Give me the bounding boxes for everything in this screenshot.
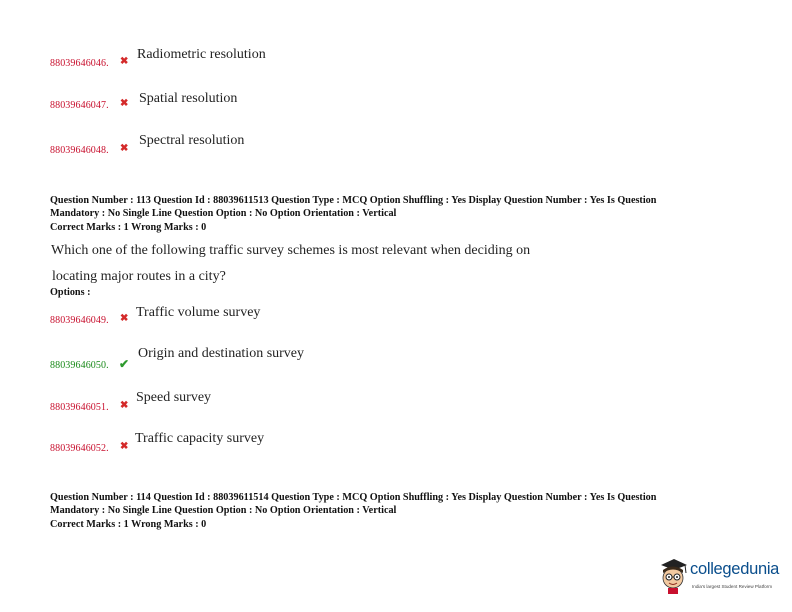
question-text: Which one of the following traffic survey schemes is most relevant when deciding on [51,243,531,258]
option-id: 88039646047. [50,100,109,111]
option-text: Radiometric resolution [137,47,266,62]
option-text: Traffic capacity survey [135,431,265,446]
option-id: 88039646048. [50,145,109,156]
question-meta-line: Question Number : 114 Question Id : 88039611514 Question Type : MCQ Option Shuffling : Yes Display Question Number : Yes Is Question [50,492,657,503]
option-id: 88039646046. [50,58,109,69]
question-text: locating major routes in a city? [52,269,226,284]
wrong-mark-icon: ✖ [120,400,129,411]
option-text: Traffic volume survey [136,305,261,320]
wrong-mark-icon: ✖ [120,98,129,109]
option-id: 88039646050. [50,360,109,371]
wrong-mark-icon: ✖ [120,56,129,67]
wrong-mark-icon: ✖ [120,441,129,452]
question-meta-line: Mandatory : No Single Line Question Option : No Option Orientation : Vertical [50,505,397,517]
option-id: 88039646051. [50,402,109,413]
question-marks: Correct Marks : 1 Wrong Marks : 0 [50,518,207,530]
logo-wordmark: collegedunia [690,560,780,578]
check-mark-icon: ✔ [119,357,130,371]
wrong-mark-icon: ✖ [120,143,129,154]
mascot-icon [656,556,690,596]
options-label: Options : [50,287,91,298]
option-text: Spectral resolution [139,133,245,148]
question-meta-line: Question Number : 113 Question Id : 88039611513 Question Type : MCQ Option Shuffling : Yes Display Question Number : Yes Is Question [50,195,657,206]
option-id: 88039646052. [50,443,109,454]
wrong-mark-icon: ✖ [120,313,129,324]
option-id: 88039646049. [50,315,109,326]
option-text: Spatial resolution [139,91,238,106]
option-text: Origin and destination survey [138,346,305,361]
logo-tagline: India's largest Student Review Platform [692,584,773,589]
question-marks: Correct Marks : 1 Wrong Marks : 0 [50,221,207,233]
question-meta [50,194,750,234]
question-meta [50,491,750,531]
option-text: Speed survey [136,390,212,405]
collegedunia-logo [656,556,786,600]
question-meta-line: Mandatory : No Single Line Question Option : No Option Orientation : Vertical [50,208,397,220]
